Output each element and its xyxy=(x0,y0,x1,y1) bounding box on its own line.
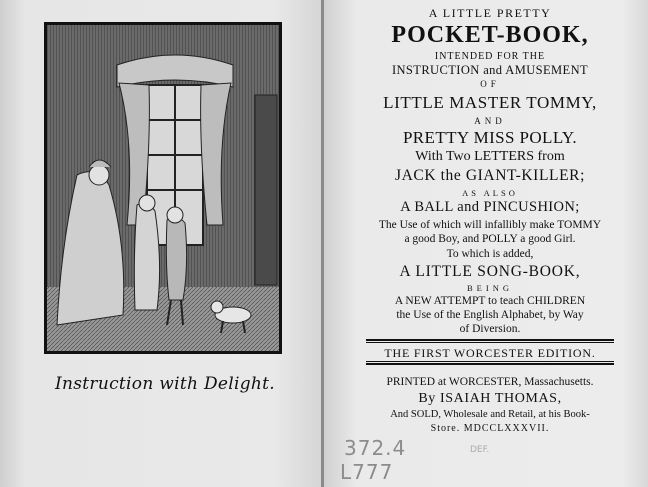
title-main: POCKET-BOOK, xyxy=(391,22,589,48)
frontispiece-engraving xyxy=(44,22,282,354)
imprint-line-1: PRINTED at WORCESTER, Massachusetts. xyxy=(386,376,594,388)
double-rule-top xyxy=(366,339,614,341)
title-line-1: A LITTLE PRETTY xyxy=(428,6,552,20)
double-rule-top-thin xyxy=(366,342,614,343)
title-line-16: A LITTLE SONG-BOOK, xyxy=(399,263,581,280)
call-number-line-1: 372.4 xyxy=(344,436,407,460)
title-line-9: With Two LETTERS from xyxy=(415,149,565,164)
edition-line: THE FIRST WORCESTER EDITION. xyxy=(384,346,596,360)
title-line-3: INTENDED FOR THE xyxy=(434,51,546,62)
call-number-line-2: L777 xyxy=(340,460,394,484)
title-line-20: of Diversion. xyxy=(459,323,521,335)
title-line-15: To which is added, xyxy=(446,248,534,260)
imprint-line-3: And SOLD, Wholesale and Retail, at his Book- xyxy=(390,409,590,420)
title-line-7: AND xyxy=(474,116,506,126)
imprint-line-4: Store. MDCCLXXXVII. xyxy=(430,423,550,434)
title-line-5: OF xyxy=(480,79,500,89)
title-line-6: LITTLE MASTER TOMMY, xyxy=(383,93,597,112)
title-line-18: A NEW ATTEMPT to teach CHILDREN xyxy=(394,295,586,307)
woodcut-scene xyxy=(47,25,279,351)
title-line-17: BEING xyxy=(467,283,513,293)
library-stamp: DEF. xyxy=(470,445,490,455)
title-line-8: PRETTY MISS POLLY. xyxy=(402,128,578,147)
double-rule-bottom-thin xyxy=(366,361,614,362)
double-rule-bottom xyxy=(366,363,614,365)
title-line-12: A BALL and PINCUSHION; xyxy=(400,199,580,215)
title-line-4: INSTRUCTION and AMUSEMENT xyxy=(391,63,589,77)
title-line-13: The Use of which will infallibly make TOMMY xyxy=(378,219,602,231)
imprint-line-2: By ISAIAH THOMAS, xyxy=(418,391,562,406)
title-line-14: a good Boy, and POLLY a good Girl. xyxy=(404,233,576,245)
left-page xyxy=(0,0,322,487)
title-line-10: JACK the GIANT-KILLER; xyxy=(395,167,585,184)
title-line-19: the Use of the English Alphabet, by Way xyxy=(396,309,584,321)
frontispiece-caption: Instruction with Delight. xyxy=(55,374,275,394)
title-line-11: AS ALSO xyxy=(462,188,518,198)
